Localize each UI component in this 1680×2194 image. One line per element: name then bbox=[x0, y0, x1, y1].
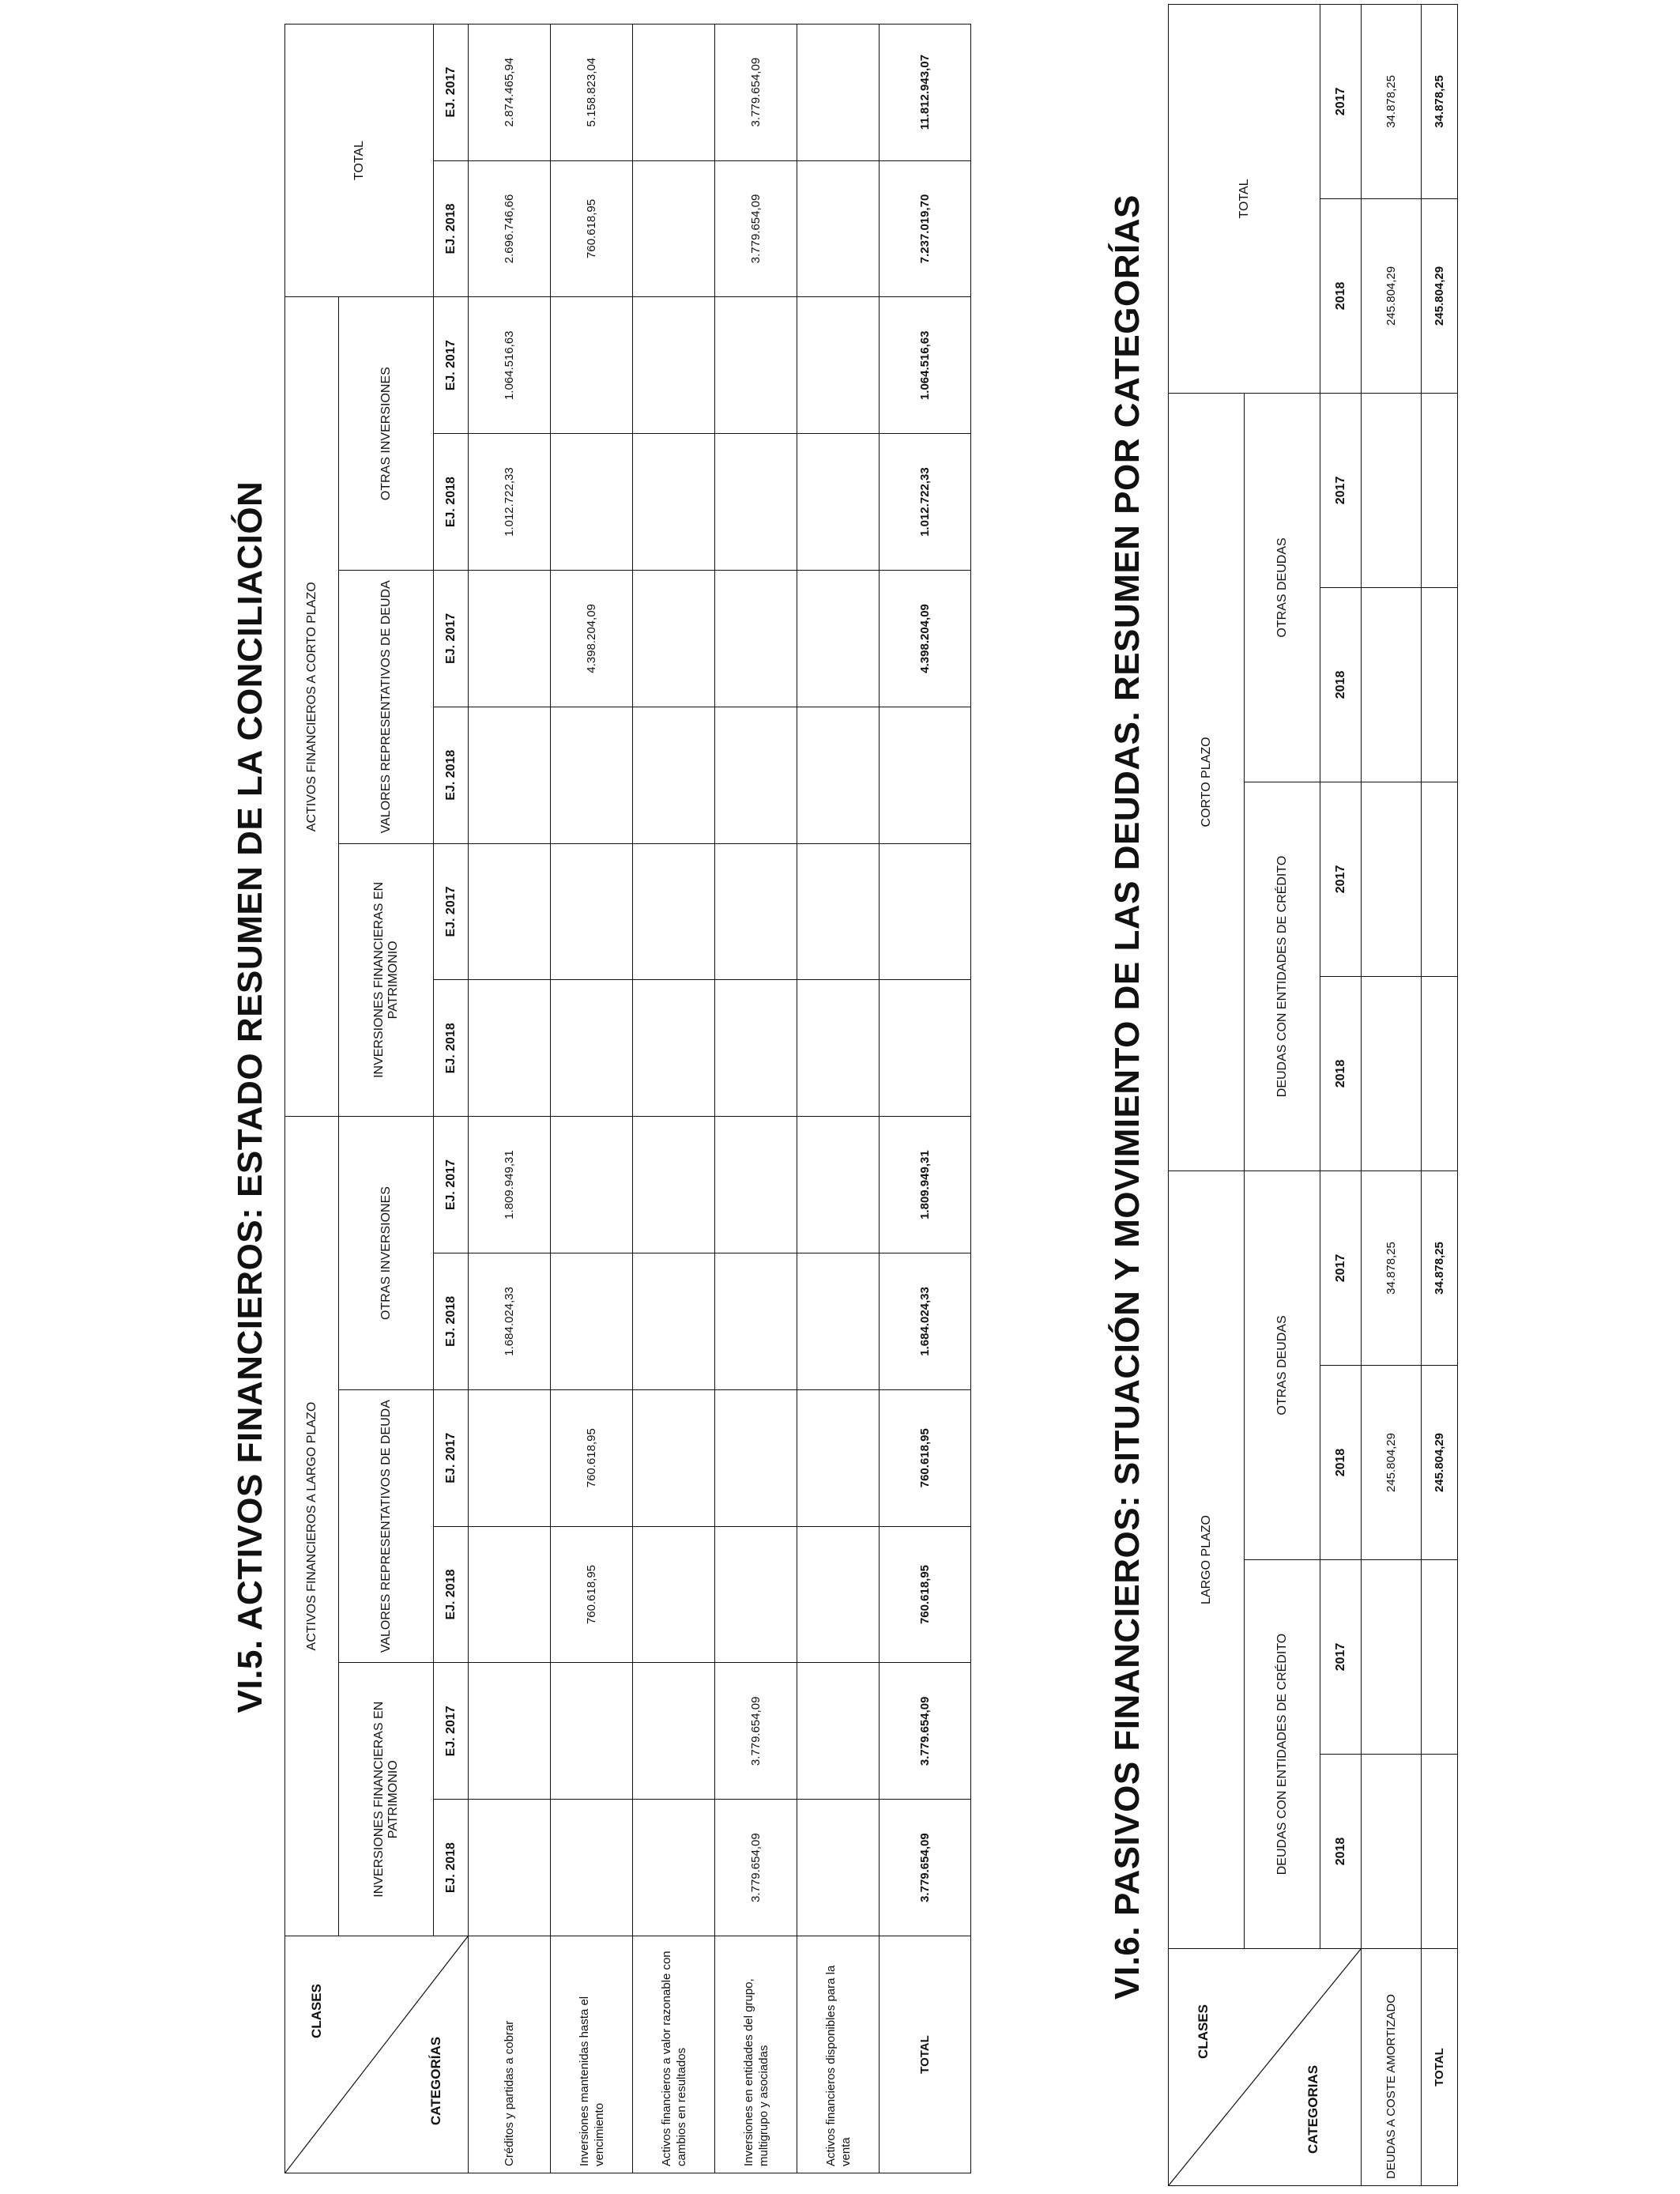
cell bbox=[633, 160, 715, 297]
diagonal-divider bbox=[1169, 1949, 1361, 2185]
cell: 1.684.024,33 bbox=[469, 1253, 551, 1390]
cell bbox=[551, 707, 633, 843]
cell: 2.696.746,66 bbox=[469, 160, 551, 297]
row-label: Inversiones mantenidas hasta el vencimiento bbox=[551, 1936, 633, 2173]
year-header: 2018 bbox=[1320, 198, 1362, 393]
cell bbox=[715, 1117, 797, 1253]
clases-categorias-header bbox=[285, 1936, 469, 2173]
row-label: Activos financieros disponibles para la venta bbox=[797, 1936, 880, 2173]
short-term-header: CORTO PLAZO bbox=[1169, 393, 1245, 1171]
cell bbox=[715, 1389, 797, 1526]
total-cell: 34.878,25 bbox=[1422, 1171, 1458, 1365]
table-row bbox=[797, 24, 880, 2173]
cell: 245.804,29 bbox=[1362, 198, 1422, 393]
cell bbox=[797, 1253, 880, 1390]
total-cell bbox=[1422, 782, 1458, 976]
lp-debt-securities-header: VALORES REPRESENTATIVOS DE DEUDA bbox=[339, 1389, 434, 1663]
cell bbox=[633, 297, 715, 434]
cell bbox=[715, 571, 797, 707]
clases-label: CLASES bbox=[1196, 2004, 1211, 2059]
cp-equity-header: INVERSIONES FINANCIERAS EN PATRIMONIO bbox=[339, 843, 434, 1117]
liabilities-table bbox=[1168, 4, 1458, 2186]
lp-other-debt-header: OTRAS DEUDAS bbox=[1245, 1171, 1320, 1559]
cell bbox=[715, 843, 797, 980]
cell bbox=[633, 1389, 715, 1526]
table-row bbox=[715, 24, 797, 2173]
cell bbox=[797, 160, 880, 297]
table-row bbox=[551, 24, 633, 2173]
cell bbox=[633, 1526, 715, 1663]
cell: 4.398.204,09 bbox=[551, 571, 633, 707]
cell bbox=[469, 980, 551, 1117]
cell bbox=[469, 707, 551, 843]
cell bbox=[715, 434, 797, 571]
total-cell: 4.398.204,09 bbox=[880, 571, 971, 707]
total-cell: 3.779.654,09 bbox=[880, 1800, 971, 1936]
long-term-header: LARGO PLAZO bbox=[1169, 1171, 1245, 1948]
cell: 3.779.654,09 bbox=[715, 24, 797, 160]
cell bbox=[551, 843, 633, 980]
year-header: 2018 bbox=[1320, 1755, 1362, 1949]
cell bbox=[469, 1663, 551, 1800]
cell bbox=[633, 24, 715, 160]
cell: 3.779.654,09 bbox=[715, 160, 797, 297]
cell bbox=[551, 980, 633, 1117]
cell bbox=[715, 1253, 797, 1390]
cell bbox=[633, 434, 715, 571]
table-row bbox=[469, 24, 551, 2173]
year-header: EJ. 2017 bbox=[434, 1117, 469, 1253]
year-header: EJ. 2018 bbox=[434, 1800, 469, 1936]
cell bbox=[469, 843, 551, 980]
total-cell bbox=[880, 707, 971, 843]
year-header: EJ. 2018 bbox=[434, 707, 469, 843]
cell bbox=[469, 1526, 551, 1663]
cell bbox=[797, 297, 880, 434]
lp-other-header: OTRAS INVERSIONES bbox=[339, 1117, 434, 1390]
cell bbox=[797, 1800, 880, 1936]
cell bbox=[633, 571, 715, 707]
total-cell bbox=[880, 980, 971, 1117]
cell bbox=[797, 1389, 880, 1526]
cell: 1.809.949,31 bbox=[469, 1117, 551, 1253]
categorias-label: CATEGORIAS bbox=[1305, 2064, 1320, 2154]
total-cell bbox=[1422, 393, 1458, 587]
cell bbox=[1362, 393, 1422, 587]
cell: 3.779.654,09 bbox=[715, 1663, 797, 1800]
lp-bank-debt-header: DEUDAS CON ENTIDADES DE CRÉDITO bbox=[1245, 1560, 1320, 1949]
cell bbox=[469, 1389, 551, 1526]
total-cell: 1.064.516,63 bbox=[880, 297, 971, 434]
total-row-label: TOTAL bbox=[880, 1936, 971, 2173]
cell bbox=[551, 1663, 633, 1800]
cell bbox=[715, 980, 797, 1117]
assets-table bbox=[284, 24, 971, 2173]
cp-debt-securities-header: VALORES REPRESENTATIVOS DE DEUDA bbox=[339, 571, 434, 844]
year-header: 2018 bbox=[1320, 587, 1362, 782]
year-header: 2017 bbox=[1320, 4, 1362, 198]
year-header: EJ. 2017 bbox=[434, 1389, 469, 1526]
total-row bbox=[1422, 4, 1458, 2185]
total-cell: 11.812.943,07 bbox=[880, 24, 971, 160]
cell bbox=[797, 843, 880, 980]
cell bbox=[797, 24, 880, 160]
cp-other-header: OTRAS INVERSIONES bbox=[339, 297, 434, 571]
cell bbox=[551, 1117, 633, 1253]
cell: 245.804,29 bbox=[1362, 1366, 1422, 1560]
cell bbox=[797, 571, 880, 707]
year-header: EJ. 2017 bbox=[434, 571, 469, 707]
year-header: 2017 bbox=[1320, 782, 1362, 976]
cell bbox=[797, 707, 880, 843]
cell: 1.012.722,33 bbox=[469, 434, 551, 571]
year-header: EJ. 2017 bbox=[434, 843, 469, 980]
cell bbox=[715, 707, 797, 843]
year-header: 2017 bbox=[1320, 1560, 1362, 1755]
cell: 2.874.465,94 bbox=[469, 24, 551, 160]
total-cell bbox=[1422, 1560, 1458, 1755]
total-cell: 245.804,29 bbox=[1422, 1366, 1458, 1560]
cp-other-debt-header: OTRAS DEUDAS bbox=[1245, 393, 1320, 782]
year-header: 2018 bbox=[1320, 1366, 1362, 1560]
table-row bbox=[633, 24, 715, 2173]
categorias-label: CATEGORÍAS bbox=[428, 2036, 443, 2125]
clases-label: CLASES bbox=[309, 1984, 324, 2038]
cell bbox=[1362, 1755, 1422, 1949]
clases-categorias-header bbox=[1169, 1949, 1362, 2186]
row-label: DEUDAS A COSTE AMORTIZADO bbox=[1362, 1949, 1422, 2186]
total-header: TOTAL bbox=[285, 24, 434, 297]
cell bbox=[715, 1526, 797, 1663]
cell bbox=[633, 707, 715, 843]
cell bbox=[633, 1663, 715, 1800]
cell bbox=[551, 297, 633, 434]
cell bbox=[633, 843, 715, 980]
year-header: EJ. 2018 bbox=[434, 1253, 469, 1390]
cell bbox=[797, 980, 880, 1117]
row-label: Créditos y partidas a cobrar bbox=[469, 1936, 551, 2173]
cell bbox=[1362, 976, 1422, 1171]
cell bbox=[1362, 1560, 1422, 1755]
table-2-title: VI.6. PASIVOS FINANCIEROS: SITUACIÓN Y MOVIMIENTO DE LAS DEUDAS. RESUMEN POR CATEGORÍAS bbox=[1108, 194, 1147, 2000]
total-header: TOTAL bbox=[1169, 4, 1320, 393]
total-cell: 1.012.722,33 bbox=[880, 434, 971, 571]
cell bbox=[715, 297, 797, 434]
cell bbox=[1362, 782, 1422, 976]
year-header: EJ. 2018 bbox=[434, 160, 469, 297]
cell bbox=[797, 434, 880, 571]
cell bbox=[551, 434, 633, 571]
cell bbox=[469, 1800, 551, 1936]
total-cell: 1.684.024,33 bbox=[880, 1253, 971, 1390]
year-header: 2017 bbox=[1320, 1171, 1362, 1365]
cell bbox=[633, 1253, 715, 1390]
cell bbox=[551, 1253, 633, 1390]
cell bbox=[797, 1526, 880, 1663]
cell: 3.779.654,09 bbox=[715, 1800, 797, 1936]
cell: 34.878,25 bbox=[1362, 1171, 1422, 1365]
cell bbox=[551, 1800, 633, 1936]
year-header: EJ. 2017 bbox=[434, 24, 469, 160]
cell: 760.618,95 bbox=[551, 1526, 633, 1663]
year-header: EJ. 2018 bbox=[434, 434, 469, 571]
year-header: 2018 bbox=[1320, 976, 1362, 1171]
cell bbox=[633, 1117, 715, 1253]
total-cell: 245.804,29 bbox=[1422, 198, 1458, 393]
lp-equity-header: INVERSIONES FINANCIERAS EN PATRIMONIO bbox=[339, 1663, 434, 1936]
cell bbox=[633, 980, 715, 1117]
total-row bbox=[880, 24, 971, 2173]
cell bbox=[633, 1800, 715, 1936]
row-label: Activos financieros a valor razonable con cambios en resultados bbox=[633, 1936, 715, 2173]
short-term-header: ACTIVOS FINANCIEROS A CORTO PLAZO bbox=[285, 297, 339, 1117]
year-header: EJ. 2017 bbox=[434, 1663, 469, 1800]
total-cell: 3.779.654,09 bbox=[880, 1663, 971, 1800]
row-label: Inversiones en entidades del grupo, multigrupo y asociadas bbox=[715, 1936, 797, 2173]
total-cell: 1.809.949,31 bbox=[880, 1117, 971, 1253]
cell: 760.618,95 bbox=[551, 160, 633, 297]
total-cell bbox=[1422, 1755, 1458, 1949]
long-term-header: ACTIVOS FINANCIEROS A LARGO PLAZO bbox=[285, 1117, 339, 1936]
total-cell: 34.878,25 bbox=[1422, 4, 1458, 198]
total-cell bbox=[1422, 587, 1458, 782]
cell: 5.158.823,04 bbox=[551, 24, 633, 160]
cp-bank-debt-header: DEUDAS CON ENTIDADES DE CRÉDITO bbox=[1245, 782, 1320, 1171]
cell: 760.618,95 bbox=[551, 1389, 633, 1526]
total-row-label: TOTAL bbox=[1422, 1949, 1458, 2186]
cell: 1.064.516,63 bbox=[469, 297, 551, 434]
total-cell bbox=[1422, 976, 1458, 1171]
cell bbox=[1362, 587, 1422, 782]
cell bbox=[797, 1117, 880, 1253]
year-header: EJ. 2018 bbox=[434, 980, 469, 1117]
table-1-title: VI.5. ACTIVOS FINANCIEROS: ESTADO RESUMEN DE LA CONCILIACIÓN bbox=[231, 481, 269, 1713]
year-header: EJ. 2017 bbox=[434, 297, 469, 434]
total-cell: 760.618,95 bbox=[880, 1526, 971, 1663]
total-cell: 760.618,95 bbox=[880, 1389, 971, 1526]
cell bbox=[797, 1663, 880, 1800]
total-cell: 7.237.019,70 bbox=[880, 160, 971, 297]
year-header: 2017 bbox=[1320, 393, 1362, 587]
year-header: EJ. 2018 bbox=[434, 1526, 469, 1663]
cell: 34.878,25 bbox=[1362, 4, 1422, 198]
total-cell bbox=[880, 843, 971, 980]
cell bbox=[469, 571, 551, 707]
table-row bbox=[1362, 4, 1422, 2185]
